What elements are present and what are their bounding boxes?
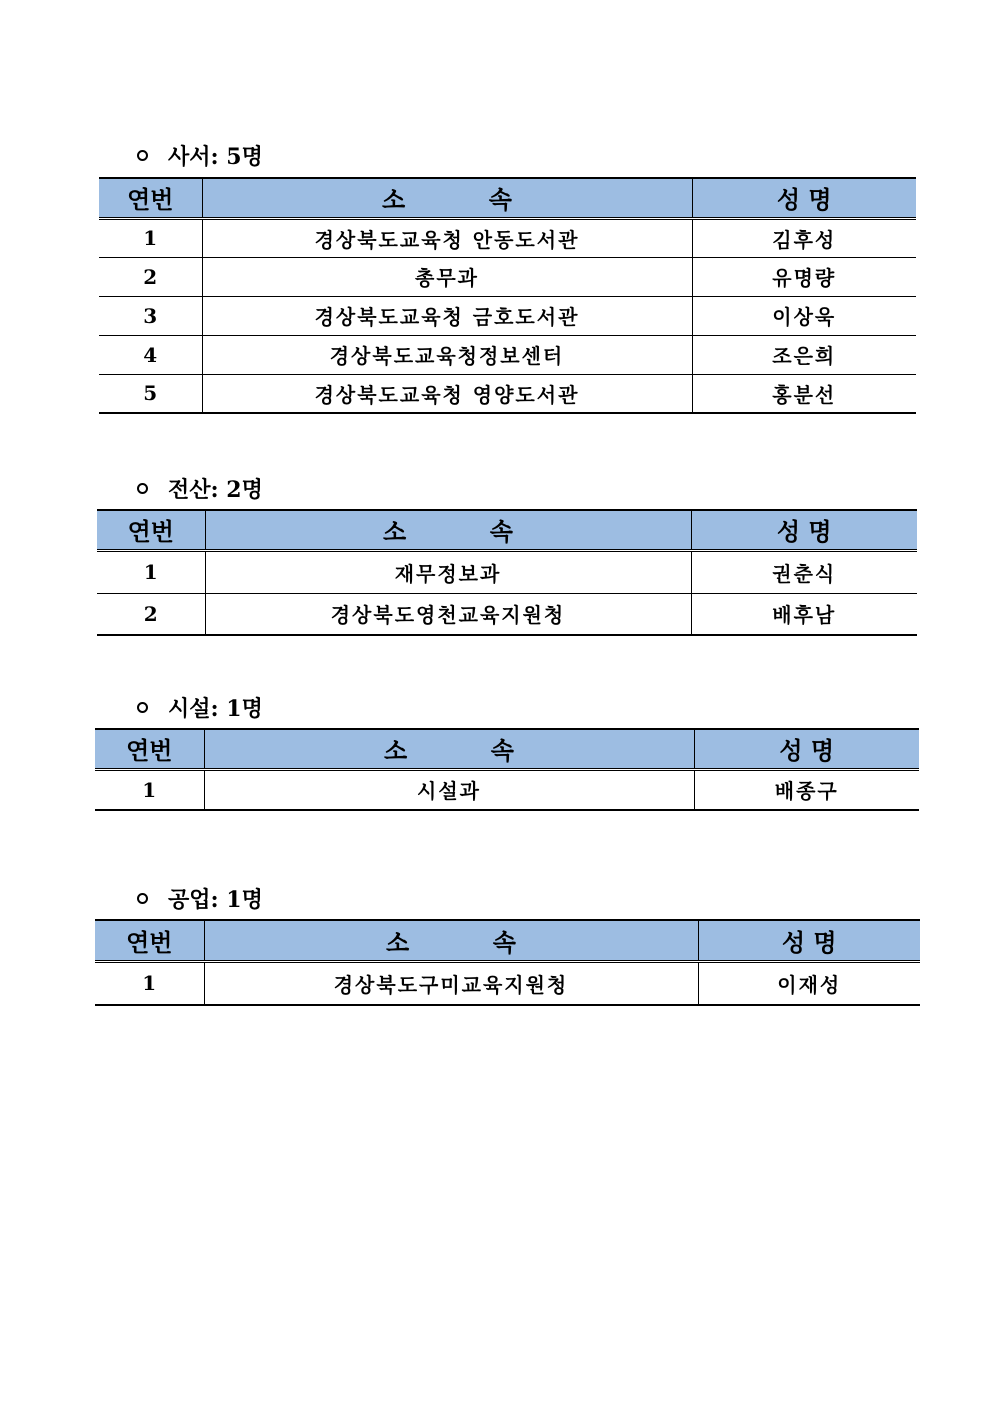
section-title: 전산: 2명: [168, 477, 263, 503]
row-affiliation: 경상북도구미교육지원청: [204, 961, 698, 1005]
row-affiliation: 경상북도교육청정보센터: [202, 335, 692, 374]
column-header-name: 성 명: [692, 178, 916, 218]
row-name: 배후남: [691, 593, 917, 635]
row-affiliation: 시설과: [204, 769, 694, 810]
row-name: 김후성: [692, 218, 916, 257]
section-title: 사서: 5명: [168, 144, 263, 170]
facilities-table: [95, 728, 919, 811]
row-affiliation: 경상북도교육청 영양도서관: [202, 374, 692, 413]
column-header-affiliation: 소 속: [202, 178, 692, 218]
column-header-number: 연번: [95, 729, 204, 769]
section-title: 시설: 1명: [168, 696, 263, 722]
row-affiliation: 경상북도영천교육지원청: [205, 593, 691, 635]
column-header-name: 성 명: [691, 510, 917, 550]
circle-bullet-icon: [137, 483, 148, 494]
table-row: [99, 218, 916, 257]
table-row: [97, 593, 917, 635]
table-row: [95, 961, 920, 1005]
row-affiliation: 경상북도교육청 금호도서관: [202, 296, 692, 335]
circle-bullet-icon: [137, 893, 148, 904]
row-number: 2: [97, 593, 205, 635]
table-row: [95, 769, 919, 810]
column-header-number: 연번: [95, 920, 204, 961]
row-number: 4: [99, 335, 202, 374]
circle-bullet-icon: [137, 702, 148, 713]
row-number: 5: [99, 374, 202, 413]
table-row: [99, 296, 916, 335]
section-heading-facilities: [137, 692, 263, 723]
column-header-number: 연번: [97, 510, 205, 550]
industrial-table: [95, 919, 920, 1006]
row-name: 홍분선: [692, 374, 916, 413]
column-header-name: 성 명: [698, 920, 920, 961]
column-header-affiliation: 소 속: [204, 729, 694, 769]
row-number: 1: [95, 961, 204, 1005]
section-title: 공업: 1명: [168, 887, 263, 913]
column-header-number: 연번: [99, 178, 202, 218]
row-name: 이상욱: [692, 296, 916, 335]
row-number: 1: [97, 550, 205, 593]
table-row: [99, 374, 916, 413]
row-name: 권춘식: [691, 550, 917, 593]
row-name: 이재성: [698, 961, 920, 1005]
row-affiliation: 재무정보과: [205, 550, 691, 593]
table-row: [97, 550, 917, 593]
column-header-name: 성 명: [694, 729, 919, 769]
table-row: [99, 335, 916, 374]
row-number: 1: [99, 218, 202, 257]
row-number: 2: [99, 257, 202, 296]
row-name: 배종구: [694, 769, 919, 810]
row-affiliation: 경상북도교육청 안동도서관: [202, 218, 692, 257]
librarian-table: [99, 177, 916, 414]
section-heading-industrial: [137, 883, 263, 914]
row-name: 조은희: [692, 335, 916, 374]
section-heading-computing: [137, 473, 263, 504]
computing-table: [97, 509, 917, 636]
row-affiliation: 총무과: [202, 257, 692, 296]
column-header-affiliation: 소 속: [204, 920, 698, 961]
row-number: 3: [99, 296, 202, 335]
circle-bullet-icon: [137, 150, 148, 161]
row-name: 유명량: [692, 257, 916, 296]
row-number: 1: [95, 769, 204, 810]
column-header-affiliation: 소 속: [205, 510, 691, 550]
section-heading-librarian: [137, 140, 263, 171]
table-row: [99, 257, 916, 296]
